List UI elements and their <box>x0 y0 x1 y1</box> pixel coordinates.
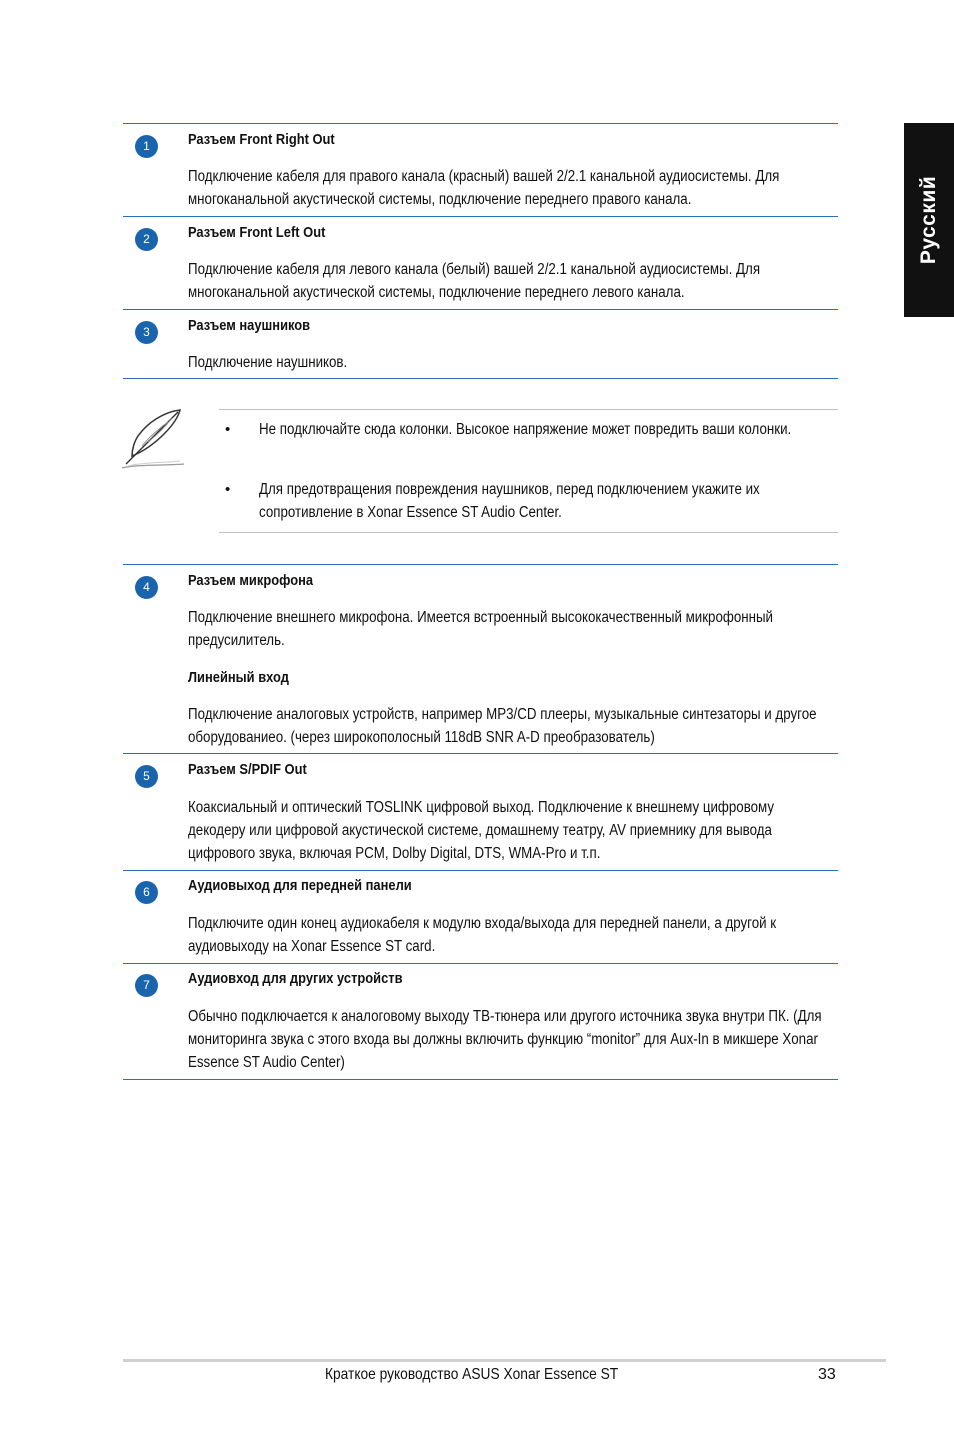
footer-title: Краткое руководство ASUS Xonar Essence ST <box>325 1366 619 1383</box>
section-number-badge: 1 <box>135 135 158 158</box>
section-title: Разъем Front Left Out <box>188 224 326 241</box>
section-divider <box>123 309 838 310</box>
section-number-badge: 6 <box>135 881 158 904</box>
section-title: Разъем наушников <box>188 317 311 334</box>
section-subtitle: Линейный вход <box>188 669 289 686</box>
section-title: Аудиовход для других устройств <box>188 970 403 987</box>
section-title: Разъем S/PDIF Out <box>188 761 307 778</box>
section-divider <box>123 123 838 124</box>
section-number-badge: 4 <box>135 576 158 599</box>
section-number-badge: 5 <box>135 765 158 788</box>
section-divider <box>123 378 838 379</box>
note-item: Не подключайте сюда колонки. Высокое напряжение может повредить ваши колонки. <box>259 421 792 438</box>
section-divider <box>123 216 838 217</box>
section-divider <box>123 1079 838 1080</box>
section-title: Разъем микрофона <box>188 572 314 589</box>
section-text: Подключение кабеля для левого канала (белый) вашей 2/2.1 канальной аудиосистемы. Для многоканальной акустической системы, подключение переднего левого канала. <box>188 261 761 301</box>
section-title: Разъем Front Right Out <box>188 131 335 148</box>
note-item: Для предотвращения повреждения наушников, перед подключением укажите их сопротивление в Xonar Essence ST Audio Center. <box>259 481 760 521</box>
section-text: Коаксиальный и оптический TOSLINK цифровой выход. Подключение к внешнему цифровому декодеру или цифровой акустической системе, домашнему театру, AV приемнику для вывода цифрового звука, включая PCM, Dolby Digital, DTS, WMA-Pro и т.п. <box>188 799 775 862</box>
section-divider <box>123 870 838 871</box>
section-number-badge: 3 <box>135 321 158 344</box>
note-bullet: • <box>225 421 231 438</box>
feather-pen-icon <box>120 406 186 470</box>
section-divider <box>123 564 838 565</box>
section-text: Подключите один конец аудиокабеля к модулю входа/выхода для передней панели, а другой к аудиовыходу на Xonar Essence ST card. <box>188 915 777 955</box>
section-divider <box>123 963 838 964</box>
language-tab <box>904 123 954 317</box>
note-bullet: • <box>225 481 231 498</box>
section-divider <box>123 753 838 754</box>
note-divider <box>219 532 838 533</box>
section-subtext: Подключение аналоговых устройств, например MP3/CD плееры, музыкальные синтезаторы и другое оборудованиео. (через широкополосный 118dB SNR A-D преобразователь) <box>188 706 817 746</box>
footer-divider <box>123 1359 886 1362</box>
section-title: Аудиовыход для передней панели <box>188 877 412 894</box>
note-divider <box>219 409 838 410</box>
section-text: Обычно подключается к аналоговому выходу ТВ-тюнера или другого источника звука внутри ПК. (Для мониторинга звука с этого входа вы должны включить функцию “monitor” для Aux-In в микшере Xonar Essence ST Audio Center) <box>188 1008 822 1071</box>
section-text: Подключение кабеля для правого канала (красный) вашей 2/2.1 канальной аудиосистемы. Для многоканальной акустической системы, подключение переднего правого канала. <box>188 168 780 208</box>
page-number: 33 <box>818 1366 836 1383</box>
section-text: Подключение внешнего микрофона. Имеется встроенный высококачественный микрофонный предусилитель. <box>188 609 774 649</box>
section-number-badge: 7 <box>135 974 158 997</box>
section-text: Подключение наушников. <box>188 354 348 371</box>
language-tab-label: Русский <box>917 175 940 265</box>
section-number-badge: 2 <box>135 228 158 251</box>
